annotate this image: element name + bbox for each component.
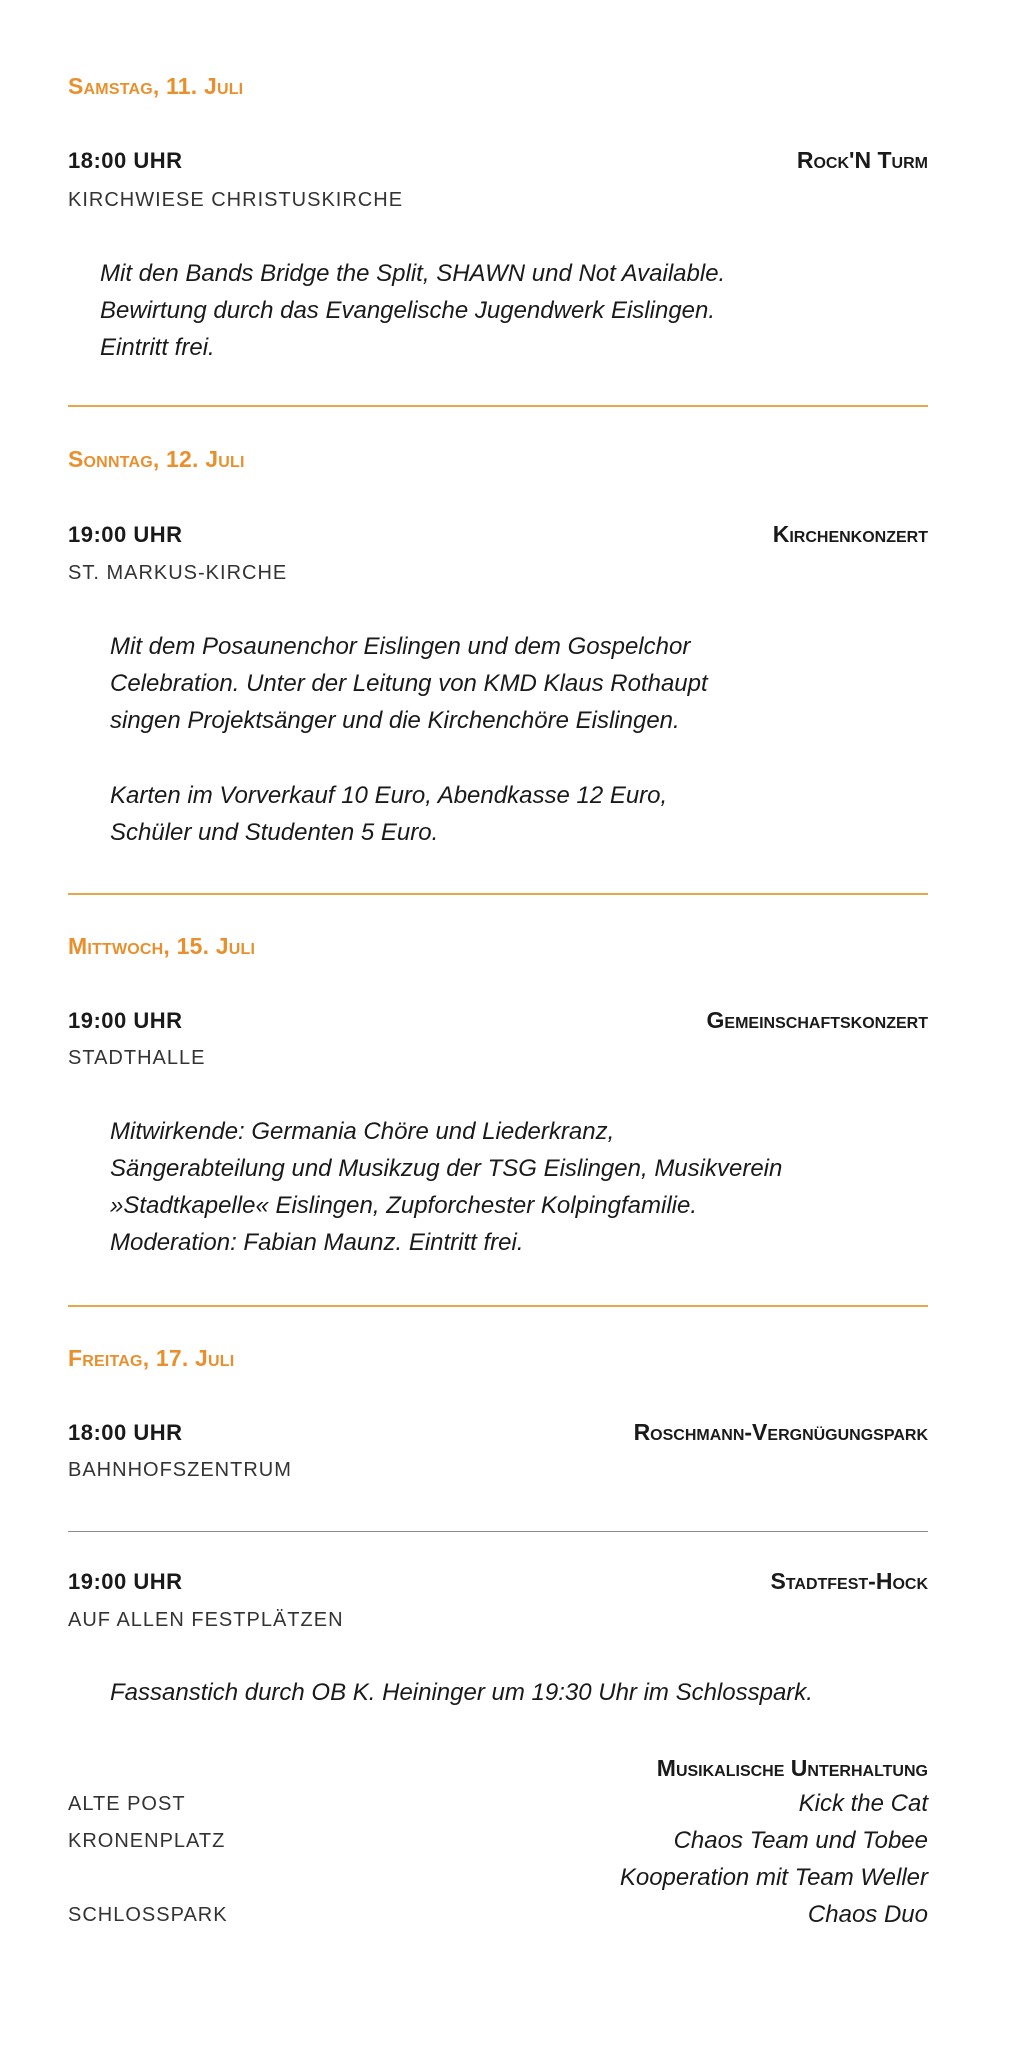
music-heading: Musikalische Unterhaltung xyxy=(656,1755,928,1781)
event-venue: ST. MARKUS-KIRCHE xyxy=(68,562,288,584)
section-divider xyxy=(68,893,928,895)
event-title: Stadtfest-Hock xyxy=(770,1568,928,1594)
event-description: Mit den Bands Bridge the Split, SHAWN und Not Available. Bewirtung durch das Evangelische Jugendwerk Eislingen. Eintritt frei. xyxy=(100,260,726,361)
sub-divider xyxy=(68,1531,928,1532)
section-divider xyxy=(68,1305,928,1307)
day-heading: Freitag, 17. Juli xyxy=(68,1345,235,1371)
event-venue: BAHNHOFSZENTRUM xyxy=(68,1459,292,1481)
day-heading: Samstag, 11. Juli xyxy=(68,73,244,99)
event-venue: STADTHALLE xyxy=(68,1047,206,1069)
event-title: Gemeinschaftskonzert xyxy=(706,1007,928,1033)
event-venue: AUF ALLEN FESTPLÄTZEN xyxy=(68,1609,344,1631)
music-venue: ALTE POST xyxy=(68,1793,186,1815)
event-description: Mit dem Posaunenchor Eislingen und dem Gospelchor Celebration. Unter der Leitung von KMD Klaus Rothaupt singen Projektsänger und die Kirchenchöre Eislingen. xyxy=(110,633,708,734)
event-time: 18:00 UHR xyxy=(68,148,183,173)
event-venue: KIRCHWIESE CHRISTUSKIRCHE xyxy=(68,189,404,211)
event-title: Kirchenkonzert xyxy=(772,521,928,547)
music-venue: KRONENPLATZ xyxy=(68,1830,226,1852)
event-title: Rock'N Turm xyxy=(796,147,928,173)
event-time: 18:00 UHR xyxy=(68,1420,183,1445)
event-description: Mitwirkende: Germania Chöre und Liederkranz, Sängerabteilung und Musikzug der TSG Eislingen, Musikverein »Stadtkapelle« Eislingen, Zupforchester Kolpingfamilie. Moderation: Fabian Maunz. Eintritt frei. xyxy=(110,1118,783,1256)
event-title: Roschmann-Vergnügungspark xyxy=(633,1419,928,1445)
music-act: Kick the Cat xyxy=(798,1790,928,1817)
day-heading: Mittwoch, 15. Juli xyxy=(68,933,256,959)
event-time: 19:00 UHR xyxy=(68,1569,183,1594)
event-description-prices: Karten im Vorverkauf 10 Euro, Abendkasse 12 Euro, Schüler und Studenten 5 Euro. xyxy=(110,782,668,846)
music-act: Chaos Team und Tobee xyxy=(673,1827,928,1854)
section-divider xyxy=(68,405,928,407)
music-venue: SCHLOSSPARK xyxy=(68,1904,228,1926)
event-time: 19:00 UHR xyxy=(68,1008,183,1033)
event-description: Fassanstich durch OB K. Heininger um 19:30 Uhr im Schlosspark. xyxy=(110,1679,813,1706)
day-heading: Sonntag, 12. Juli xyxy=(68,446,245,472)
music-act: Kooperation mit Team Weller xyxy=(619,1864,928,1891)
event-time: 19:00 UHR xyxy=(68,522,183,547)
music-act: Chaos Duo xyxy=(807,1901,928,1928)
